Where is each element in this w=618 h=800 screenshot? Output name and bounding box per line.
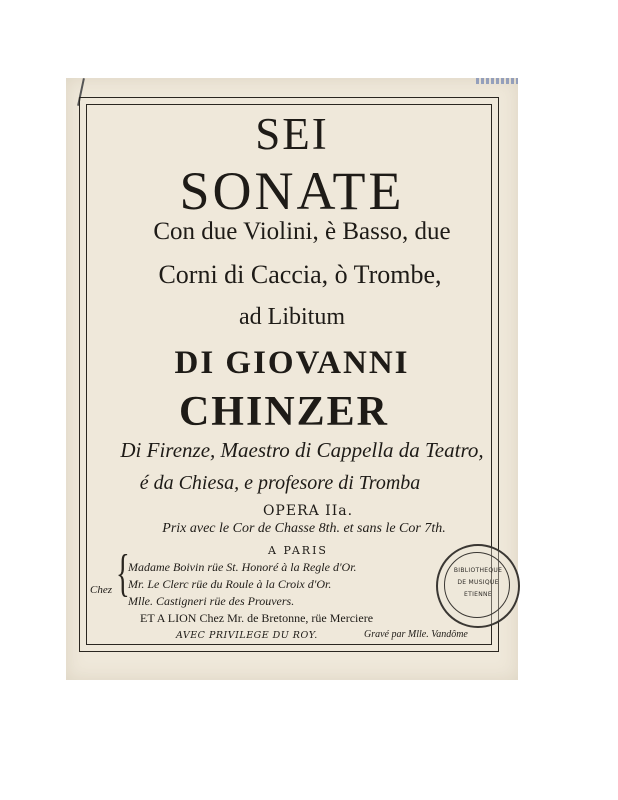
instrumentation-line-2: Corni di Caccia, ò Trombe, bbox=[158, 260, 442, 289]
title-page bbox=[66, 78, 518, 680]
stamp-text-2: DE MUSIQUE bbox=[457, 579, 499, 586]
stamp-text-1: BIBLIOTHEQUE bbox=[453, 567, 503, 574]
royal-privilege: AVEC PRIVILEGE DU ROY. bbox=[176, 630, 318, 641]
price-line: Prix avec le Cor de Chasse 8th. et sans le Cor 7th. bbox=[162, 521, 446, 536]
seller-address-2: Mr. Le Clerc rüe du Roule à la Croix d'Or. bbox=[128, 577, 332, 591]
seller-address-3: Mlle. Castigneri rüe des Prouvers. bbox=[128, 594, 295, 608]
title-sei: SEI bbox=[255, 109, 329, 159]
publication-place: A PARIS bbox=[268, 544, 328, 557]
catalog-mark bbox=[476, 78, 518, 84]
instrumentation-line-1: Con due Violini, è Basso, due bbox=[153, 218, 451, 245]
brace-glyph: { bbox=[116, 545, 130, 602]
seller-address-1: Madame Boivin rüe St. Honoré à la Regle d'Or. bbox=[128, 560, 357, 574]
lyon-seller: ET A LION Chez Mr. de Bretonne, rüe Merciere bbox=[140, 611, 374, 625]
composer-name: CHINZER bbox=[178, 389, 390, 435]
composer-title-line-1: Di Firenze, Maestro di Cappella da Teatro, bbox=[120, 438, 484, 462]
title-sonate: SONATE bbox=[179, 161, 405, 221]
chez-label: Chez bbox=[90, 584, 112, 596]
library-stamp bbox=[436, 544, 520, 628]
composer-title-line-2: é da Chiesa, e profesore di Tromba bbox=[139, 472, 421, 494]
opus-number: OPERA IIa. bbox=[262, 503, 354, 519]
ad-libitum: ad Libitum bbox=[239, 304, 345, 330]
composer-line-1: DI GIOVANNI bbox=[174, 345, 410, 381]
engraver-credit: Gravé par Mlle. Vandôme bbox=[364, 629, 468, 640]
stamp-text-3: ETIENNE bbox=[464, 591, 492, 598]
